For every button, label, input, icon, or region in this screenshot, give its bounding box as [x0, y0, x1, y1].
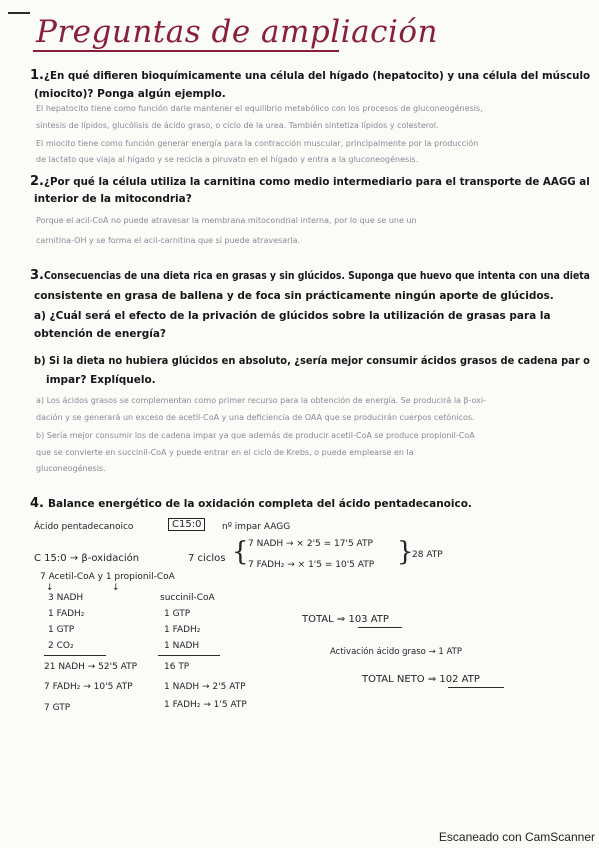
q3-text-line1: Consecuencias de una dieta rica en grasas y sin glúcidos. Suponga que huevo que intenta con una dieta	[44, 270, 590, 282]
q3-text-line2: consistente en grasa de ballena y de foca sin prácticamente ningún aporte de glúcidos.	[34, 290, 554, 302]
q2-answer-line1: Porque el acil-CoA no puede atravesar la membrana mitocondrial interna, por lo que se une un	[36, 216, 417, 225]
q1-answer-line3: El miocito tiene como función generar energía para la contracción muscular, principalmente por la producción	[36, 139, 479, 148]
q2-text-line1: ¿Por qué la célula utiliza la carnitina como medio intermediario para el transporte de AAGG al	[44, 176, 590, 188]
q4-activation: Activación ácido graso → 1 ATP	[330, 647, 462, 657]
q4-oxidation: C 15:0 → β-oxidación	[34, 553, 140, 564]
q4-acid-label: Ácido pentadecanoico	[34, 522, 134, 532]
q4-nadh-conversion: 7 NADH → × 2'5 = 17'5 ATP	[248, 539, 373, 549]
corner-mark	[8, 12, 30, 14]
q4-number: 4.	[30, 496, 44, 511]
q4-products: 7 Acetil-CoA y 1 propionil-CoA	[40, 572, 175, 582]
q4-net-total-underline	[448, 687, 504, 688]
q4-total-underline	[358, 627, 402, 628]
q4-mid-item: 1 FADH₂	[164, 625, 201, 635]
q2-number: 2.	[30, 174, 44, 189]
q4-left-item: 2 CO₂	[48, 641, 74, 651]
q4-arrow-down-left: ↓	[46, 583, 54, 593]
scanner-watermark: Escaneado con CamScanner	[438, 830, 595, 844]
q4-left-item: 3 NADH	[48, 593, 84, 603]
q4-brace-right: }	[397, 537, 414, 567]
q4-mid-underline	[158, 655, 220, 656]
q4-left-item: 1 FADH₂	[48, 609, 85, 619]
q4-acid-formula-box: C15:0	[168, 518, 205, 531]
q4-net-total: TOTAL NETO ⇒ 102 ATP	[362, 674, 480, 685]
q1-text-line1: ¿En qué difieren bioquímicamente una célula del hígado (hepatocito) y una célula del músculo	[44, 70, 591, 82]
q4-fadh-conversion: 7 FADH₂ → × 1'5 = 10'5 ATP	[248, 560, 375, 570]
q4-total-left: 7 GTP	[44, 703, 71, 713]
q1-answer-line2: síntesis de lípidos, glucólisis de ácido graso, o ciclo de la urea. También sintetiza lípidos y colesterol.	[36, 121, 439, 130]
q3-answer-line4: que se convierte en succinil-CoA y puede entrar en el ciclo de Krebs, o puede emplearse en la	[36, 448, 414, 457]
q4-title: Balance energético de la oxidación completa del ácido pentadecanoico.	[48, 498, 472, 510]
q1-text-line2: (miocito)? Ponga algún ejemplo.	[34, 88, 226, 100]
q2-answer-line2: carnitina-OH y se forma el acil-carnitina que sí puede atravesarla.	[36, 236, 301, 245]
q2-text-line2: interior de la mitocondria?	[34, 193, 192, 205]
q4-total: TOTAL ⇒ 103 ATP	[302, 614, 389, 625]
q3-a-line1: a) ¿Cuál será el efecto de la privación de glúcidos sobre la utilización de grasas para la	[34, 310, 551, 322]
q1-number: 1.	[30, 68, 44, 83]
q4-total-mid: 1 FADH₂ → 1'5 ATP	[164, 700, 247, 710]
q1-answer-line4: de lactato que viaja al hígado y se recicla a piruvato en el hígado y entra a la gluconeogénesis.	[36, 155, 419, 164]
q3-answer-line5: gluconeogénesis.	[36, 464, 106, 473]
q4-mid-item: 1 GTP	[164, 609, 191, 619]
q3-b-line1: b) Si la dieta no hubiera glúcidos en absoluto, ¿sería mejor consumir ácidos grasos de cadena par o	[34, 355, 590, 367]
q4-total-mid: 16 TP	[164, 662, 190, 672]
q4-total-left: 21 NADH → 52'5 ATP	[44, 662, 138, 672]
q4-cycles: 7 ciclos	[188, 553, 226, 564]
q3-number: 3.	[30, 268, 44, 283]
page-title: Preguntas de ampliación	[36, 14, 438, 50]
q3-b-line2: impar? Explíquelo.	[46, 374, 156, 386]
q4-mid-item: 1 NADH	[164, 641, 200, 651]
q3-a-line2: obtención de energía?	[34, 328, 166, 340]
q4-sum-28: 28 ATP	[412, 550, 443, 560]
q4-total-mid: 1 NADH → 2'5 ATP	[164, 682, 246, 692]
q4-left-underline	[44, 655, 106, 656]
q4-arrow-down-mid: ↓	[112, 583, 120, 593]
title-underline	[33, 50, 339, 52]
q3-answer-line1: a) Los ácidos grasos se complementan como primer recurso para la obtención de energía. Se producirá la β-oxi-	[36, 396, 486, 405]
q4-left-item: 1 GTP	[48, 625, 75, 635]
q3-answer-line2: dación y se generará un exceso de acetil-CoA y una deficiencia de OAA que se producirán cuerpos cetónicos.	[36, 413, 475, 422]
q1-answer-line1: El hepatocito tiene como función darle mantener el equilibrio metabólico con los procesos de gluconeogénesis,	[36, 104, 483, 113]
q4-impar-note: nº impar AAGG	[222, 522, 291, 532]
q4-total-left: 7 FADH₂ → 10'5 ATP	[44, 682, 133, 692]
q4-brace-left: {	[232, 537, 249, 567]
q3-answer-line3: b) Sería mejor consumir los de cadena impar ya que además de producir acetil-CoA se produce propionil-CoA	[36, 431, 475, 440]
q4-mid-item: succinil-CoA	[160, 593, 215, 603]
